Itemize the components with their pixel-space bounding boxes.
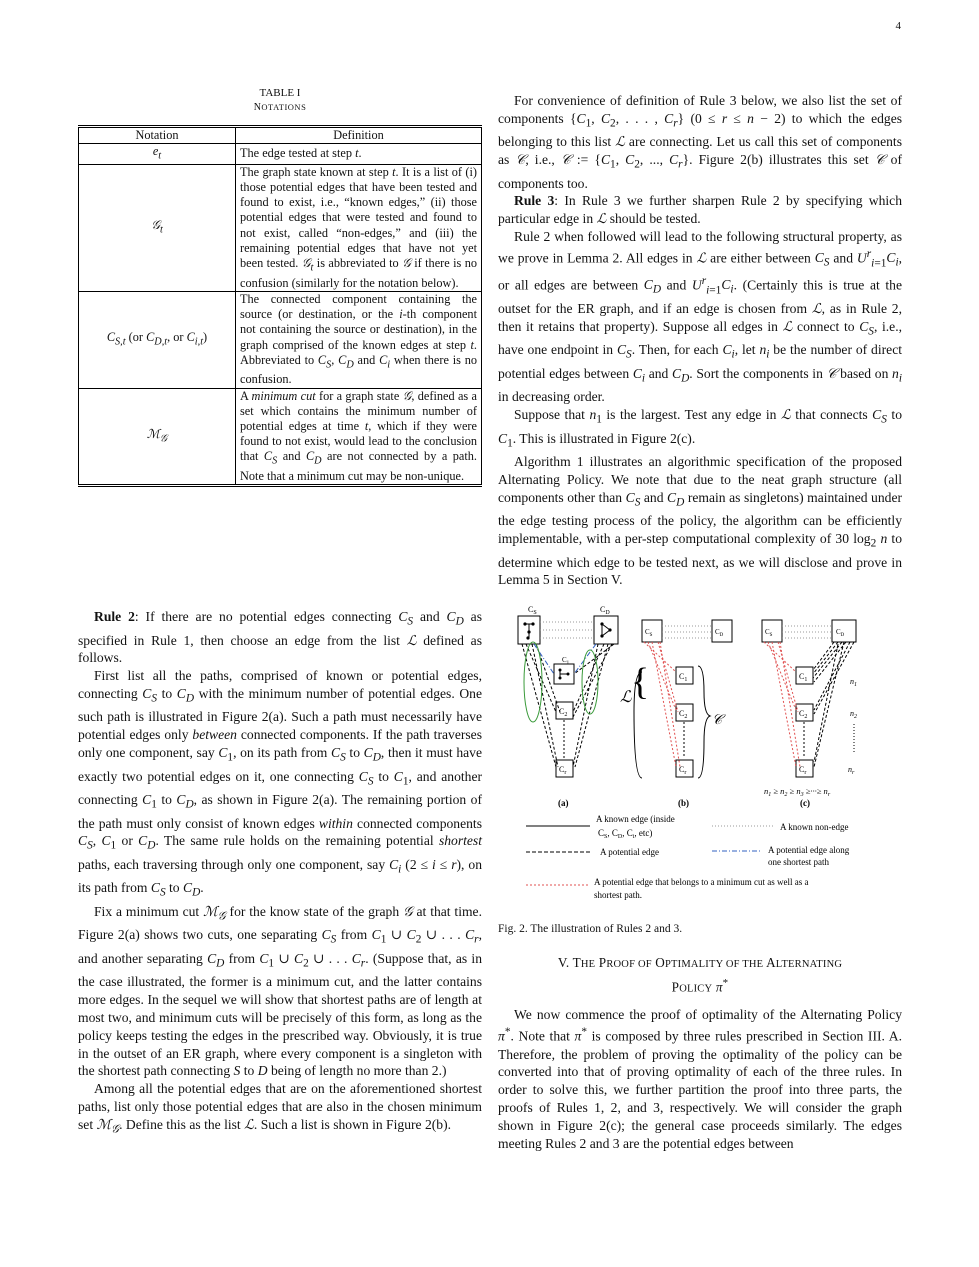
left-text xyxy=(78,608,482,1139)
legend-non-edge: A known non-edge xyxy=(780,822,849,832)
section-paragraph: We now commence the proof of optimality of the Alternating Policy π*. Note that π* is composed by three rules prescribed in Section III. A. Therefore, the problem of proving the optimality of the policy can be converted into that of proving optimality of each of the three rules. In order to solve this, we further partition the proof into three parts, the proofs of Rules 1, 2, and 3, respectively. We will consider the graph shown in Figure 2(c); the general case proceeds similarly. The edges meeting Rules 2 and 3 are the potential edges between xyxy=(498,1007,902,1151)
svg-text:C1: C xyxy=(562,656,567,664)
svg-text:n2: $n_2$ xyxy=(850,709,857,720)
svg-text:CS: $C_S$ xyxy=(645,628,653,638)
svg-text:CS: $C_S$ xyxy=(765,628,773,638)
figure-legend xyxy=(526,814,850,900)
table-label: TABLE I xyxy=(259,87,301,99)
svg-text:CS, CD, Ci, etc): $C_S$, $C_D$, $C_i$, etc) xyxy=(598,828,653,840)
svg-text:C2: $C_2$ xyxy=(679,709,688,720)
table-row xyxy=(79,164,482,291)
svg-text:C2: $C_2$ xyxy=(799,709,808,720)
algorithm-paragraph: Algorithm 1 illustrates an algorithmic specification of the proposed Alternating Policy. We note that due to the neat graph structure (all components other than $C_S$ and $C_D$ remain as singletons) maintained under the edge testing process of the policy, the algorithm can be efficiently implementable, with a per-step computational complexity of 30 $\log_2 n$ to determine which edge to be tested next, as we will disclose and prove in Lemma 5 in Section V. xyxy=(498,454,902,588)
svg-text:Cr: $C_r$ xyxy=(799,765,807,776)
svg-text:CS: $C_S$ xyxy=(528,605,537,616)
svg-text:C1: $C_1$ xyxy=(679,672,688,683)
table-title: NOTATIONS xyxy=(253,102,307,113)
svg-text:n1: $n_1$ xyxy=(850,677,857,688)
svg-text:{: { xyxy=(631,661,650,703)
svg-text:ℒ: ℒ xyxy=(620,689,632,706)
figure-2-diagram xyxy=(498,602,902,912)
section-v xyxy=(498,954,902,1152)
figure-caption: Fig. 2. The illustration of Rules 2 and 3. xyxy=(498,923,683,935)
legend-shortest-path: A potential edge along xyxy=(768,845,850,855)
panel-c xyxy=(762,620,857,808)
paths-paragraph: First list all the paths, comprised of known or potential edges, connecting $C_S$ to $C_D$ with the minimum number of potential edges. One such path is illustrated in Figure 2(a). Such a path must necessarily have potential edges only between connected components. If the path traverses only one component, say $C_1$, on its path from $C_S$ to $C_D$, then it must have exactly two potential edges on it, one connecting $C_S$ to $C_1$, and another connecting $C_1$ to $C_D$, as shown in Figure 2(a). The remaining portion of the path must only consist of known edges within connected components $C_S$, $C_1$ or $C_D$. The same rule holds on the remaining potential shortest paths, each traversing through only one component, say $C_i$ (2 ≤ i ≤ r), on its path from $C_S$ to $C_D$. xyxy=(78,668,483,900)
legend-potential-edge: A potential edge xyxy=(600,847,659,857)
svg-text:one shortest path: one shortest path xyxy=(768,857,829,867)
definition-cell: The edge tested at step t. xyxy=(236,144,482,165)
page-number: 4 xyxy=(895,20,901,32)
svg-text:nr: $n_r$ xyxy=(848,765,855,776)
svg-text:(a): (a) xyxy=(558,798,569,808)
notation-cell: $e_t$ xyxy=(79,144,236,165)
svg-text:Cr: $C_r$ xyxy=(679,765,687,776)
convenience-paragraph: For convenience of definition of Rule 3 below, we also list the set of components {$C_1$, $C_2$, . . . , $C_r$} (0 ≤ r ≤ n − 2) to which the edges belonging to this list ℒ are connecting. Let us call this set of components as 𝒞, i.e., 𝒞 := {$C_1$, $C_2$, ..., $C_r$}. Figure 2(b) illustrates this set 𝒞 of components too. xyxy=(498,93,903,191)
definition-cell: The connected component containing the source (or destination, or the i-th component not containing the source or destination), in the graph comprised of the known edges at step t. Abbreviated to $C_S$, $C_D$ and $C_i$ when there is no confusion. xyxy=(236,291,482,388)
panel-b xyxy=(620,620,732,808)
legend-known-edge: A known edge (inside xyxy=(596,814,675,824)
svg-text:CD: $C_D$ xyxy=(836,628,845,638)
notation-cell: ℳ$_𝒢$ xyxy=(79,388,236,486)
svg-text:(b): (b) xyxy=(678,798,689,808)
svg-text:C1: $C_1$ xyxy=(799,672,808,683)
list-paragraph: Among all the potential edges that are on the aforementioned shortest paths, list only those potential edges that are also in the chosen minimum set ℳ$_𝒢$. Define this as the list ℒ. Such a list is shown in Figure 2(b). xyxy=(78,1081,482,1136)
largest-paragraph: Suppose that $n_1$ is the largest. Test any edge in ℒ that connects $C_S$ to $C_1$. This is illustrated in Figure 2(c). xyxy=(498,407,902,450)
definition-cell: The graph state known at step t. It is a list of (i) those potential edges that have been tested and found to exist, i.e., “known edges,” (ii) those potential edges that were tested and found to not exist, called “non-edges,” and (iii) the remaining potential edges that have not yet been tested. 𝒢$_t$ is abbreviated to 𝒢 if there is no confusion (similarly for the notation below). xyxy=(236,164,482,291)
rule2-paragraph: Rule 2: If there are no potential edges connecting $C_S$ and $C_D$ as specified in Rule 1, then choose an edge from the list ℒ defined as follows. xyxy=(78,609,483,666)
svg-text:(c): (c) xyxy=(800,798,810,808)
svg-text:CD: $C_D$ xyxy=(715,628,724,638)
svg-text:CD: $C_D$ xyxy=(600,605,610,616)
table-row xyxy=(79,388,482,486)
svg-text:n1 ≥ n2 ≥ n3 ≥···≥ nr: $n_1 \ge n_2 \ge n_3$ ≥···≥ $n_r$ xyxy=(764,786,831,798)
svg-text:C2: $C_2$ xyxy=(559,707,568,718)
legend-min-cut: A potential edge that belongs to a minimum cut as well as a xyxy=(594,877,809,887)
structure-paragraph: Rule 2 when followed will lead to the following structural property, as we prove in Lemma 2. All edges in ℒ are either between $C_S$ and $U^r_{i=1}C_i$, or all edges are between $C_D$ and $U^r_{i=1}C_i$. (Certainly this is true at the outset for the ER graph, and if an edge is chosen from ℒ, as in Rule 2, then it retains that property). Suppose all edges in ℒ connect to $C_S$, i.e., have one endpoint in $C_S$. Then, for each $C_i$, let $n_i$ be the number of direct potential edges between $C_i$ and $C_D$. Sort the components in 𝒞 based on $n_i$ in decreasing order. xyxy=(498,229,903,405)
svg-text:shortest path.: shortest path. xyxy=(594,890,642,900)
figure-2 xyxy=(498,602,902,935)
svg-text:Cr: $C_r$ xyxy=(559,765,567,776)
notation-cell: $C_{S,t}$ (or $C_{D,t}$, or $C_{i,t}$) xyxy=(79,291,236,388)
definition-cell: A minimum cut for a graph state 𝒢, defined as a set which contains the minimum number of potential edges at time t, which if they were found to not exist, would lead to the conclusion that $C_S$ and $C_D$ are not connected by a path. Note that a minimum cut may be non-unique. xyxy=(236,388,482,486)
table-row xyxy=(79,144,482,165)
header-notation: Notation xyxy=(79,127,236,144)
notation-cell: 𝒢$_t$ xyxy=(79,164,236,291)
svg-text:𝒞: 𝒞 xyxy=(712,713,723,728)
section-heading: V. THE PROOF OF OPTIMALITY OF THE ALTERNATING POLICY π* xyxy=(557,955,843,995)
rule3-paragraph: Rule 3: In Rule 3 we further sharpen Rule 2 by specifying which particular edge in ℒ should be tested. xyxy=(498,193,902,227)
left-column xyxy=(78,86,482,487)
panel-a xyxy=(518,605,618,808)
cut-paragraph: Fix a minimum cut ℳ$_𝒢$ for the know state of the graph 𝒢 at that time. Figure 2(a) shows two cuts, one separating $C_S$ from $C_1$ ∪ $C_2$ ∪ . . . $C_r$, and another separating $C_D$ from $C_1$ ∪ $C_2$ ∪ . . . $C_r$. (Suppose that, as in the case illustrated, the former is a minimum cut, and the latter contains more edges. In the sequel we will show that shortest paths are of length at most two, and minimum cuts will be precisely of this form, as long as the policy keeps testing the edges in the prescribed way. Obviously, it is true in the outset of an ER graph, where every component is a singleton with the shortest path connecting S to D being of length no more than 2.) xyxy=(78,903,482,1079)
right-column xyxy=(498,92,902,589)
table-header-row xyxy=(79,127,482,144)
table-row xyxy=(79,291,482,388)
header-definition: Definition xyxy=(236,127,482,144)
notation-table xyxy=(78,125,482,487)
